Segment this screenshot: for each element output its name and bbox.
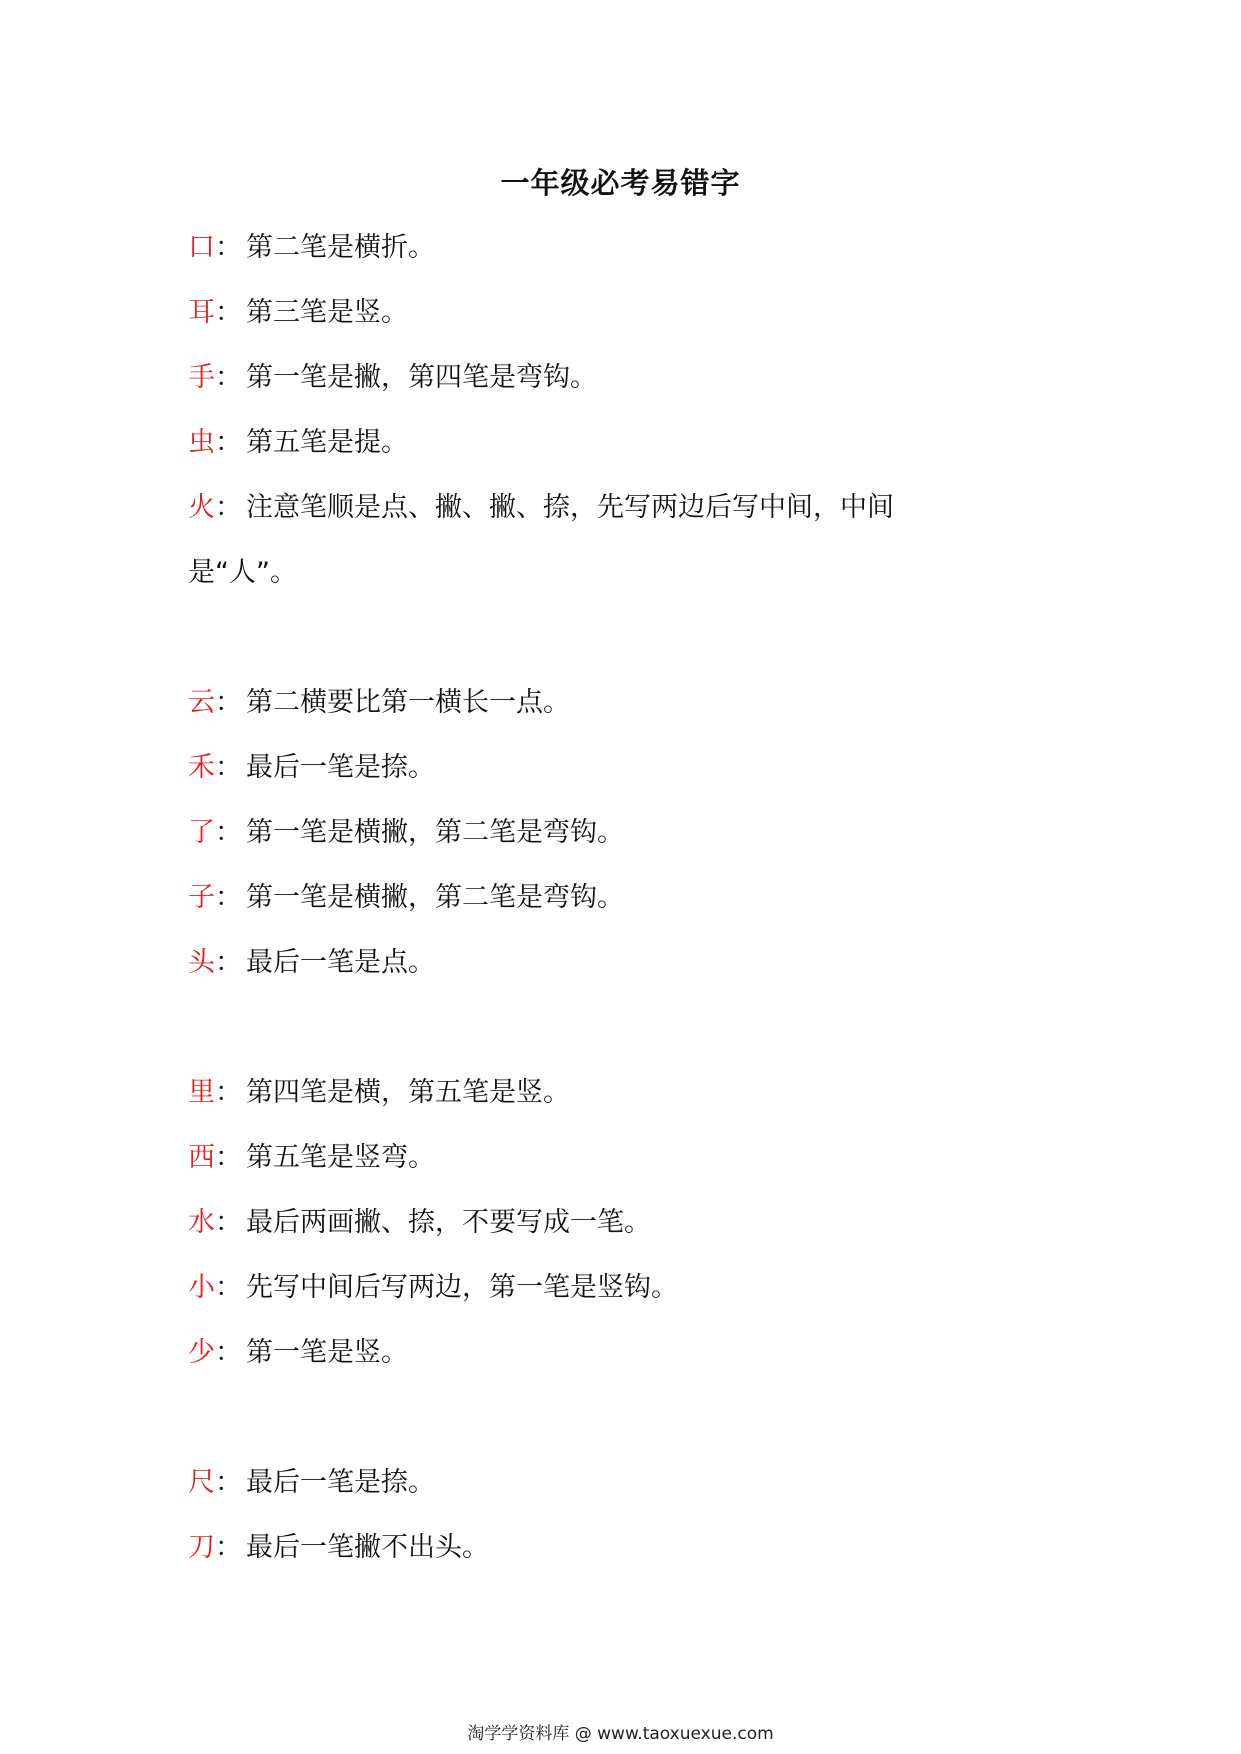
- entry-char: 里: [188, 1077, 215, 1108]
- entry-colon: ：: [215, 362, 242, 393]
- entry-tou: [188, 930, 1068, 995]
- entry-char: 禾: [188, 752, 215, 783]
- entry-desc: 最后一笔是点。: [246, 947, 435, 978]
- entry-colon: ：: [215, 1207, 242, 1238]
- entry-shao: [188, 1320, 1068, 1385]
- entry-zi: [188, 865, 1068, 930]
- entry-colon: ：: [215, 752, 242, 783]
- entry-desc: 第一笔是横撇，第二笔是弯钩。: [246, 817, 624, 848]
- entry-er: [188, 280, 1068, 345]
- entry-kou: [188, 215, 1068, 280]
- entry-shui: [188, 1190, 1068, 1255]
- entry-desc: 最后两画撇、捺，不要写成一笔。: [246, 1207, 651, 1238]
- entry-desc: 第三笔是竖。: [246, 297, 408, 328]
- entry-char: 耳: [188, 297, 215, 328]
- entry-char: 尺: [188, 1467, 215, 1498]
- entry-char: 口: [188, 232, 215, 263]
- entry-desc: 第二笔是横折。: [246, 232, 435, 263]
- entry-yun: [188, 670, 1068, 735]
- entry-colon: ：: [215, 1142, 242, 1173]
- entry-xi: [188, 1125, 1068, 1190]
- entry-colon: ：: [215, 1532, 242, 1563]
- entry-colon: ：: [215, 1077, 242, 1108]
- entry-li: [188, 1060, 1068, 1125]
- entry-desc: 最后一笔撇不出头。: [246, 1532, 489, 1563]
- entry-char: 刀: [188, 1532, 215, 1563]
- entry-huo: [188, 475, 988, 605]
- entry-char: 子: [188, 882, 215, 913]
- entry-colon: ：: [215, 817, 242, 848]
- entry-desc: 第二横要比第一横长一点。: [246, 687, 570, 718]
- entry-desc: 第一笔是撇，第四笔是弯钩。: [246, 362, 597, 393]
- entry-char: 了: [188, 817, 215, 848]
- entry-colon: ：: [215, 1337, 242, 1368]
- entry-char: 云: [188, 687, 215, 718]
- entry-dao: [188, 1515, 1068, 1580]
- entry-char: 少: [188, 1337, 215, 1368]
- entry-desc: 注意笔顺是点、撇、撇、捺，先写两边后写中间，中间是“人”。: [188, 492, 894, 588]
- entry-desc: 第五笔是提。: [246, 427, 408, 458]
- entry-colon: ：: [215, 492, 242, 523]
- entry-char: 小: [188, 1272, 215, 1303]
- entry-desc: 先写中间后写两边，第一笔是竖钩。: [246, 1272, 678, 1303]
- page-footer: 淘学学资料库 @ www.taoxuexue.com: [467, 1724, 774, 1744]
- entry-char: 西: [188, 1142, 215, 1173]
- entry-chong: [188, 410, 1068, 475]
- entry-desc: 最后一笔是捺。: [246, 752, 435, 783]
- entry-desc: 第四笔是横，第五笔是竖。: [246, 1077, 570, 1108]
- entry-char: 火: [188, 492, 215, 523]
- entry-colon: ：: [215, 1467, 242, 1498]
- entry-char: 手: [188, 362, 215, 393]
- entry-char: 水: [188, 1207, 215, 1238]
- entry-colon: ：: [215, 947, 242, 978]
- entry-desc: 第一笔是横撇，第二笔是弯钩。: [246, 882, 624, 913]
- entry-desc: 最后一笔是捺。: [246, 1467, 435, 1498]
- entry-xiao: [188, 1255, 1068, 1320]
- entry-desc: 第一笔是竖。: [246, 1337, 408, 1368]
- page-title: 一年级必考易错字: [500, 166, 741, 200]
- entry-chi: [188, 1450, 1068, 1515]
- entry-char: 虫: [188, 427, 215, 458]
- entry-char: 头: [188, 947, 215, 978]
- entry-colon: ：: [215, 232, 242, 263]
- entry-colon: ：: [215, 687, 242, 718]
- entry-colon: ：: [215, 427, 242, 458]
- entry-he: [188, 735, 1068, 800]
- entry-shou: [188, 345, 1068, 410]
- entry-colon: ：: [215, 297, 242, 328]
- entry-desc: 第五笔是竖弯。: [246, 1142, 435, 1173]
- entry-le: [188, 800, 1068, 865]
- entry-colon: ：: [215, 1272, 242, 1303]
- entry-colon: ：: [215, 882, 242, 913]
